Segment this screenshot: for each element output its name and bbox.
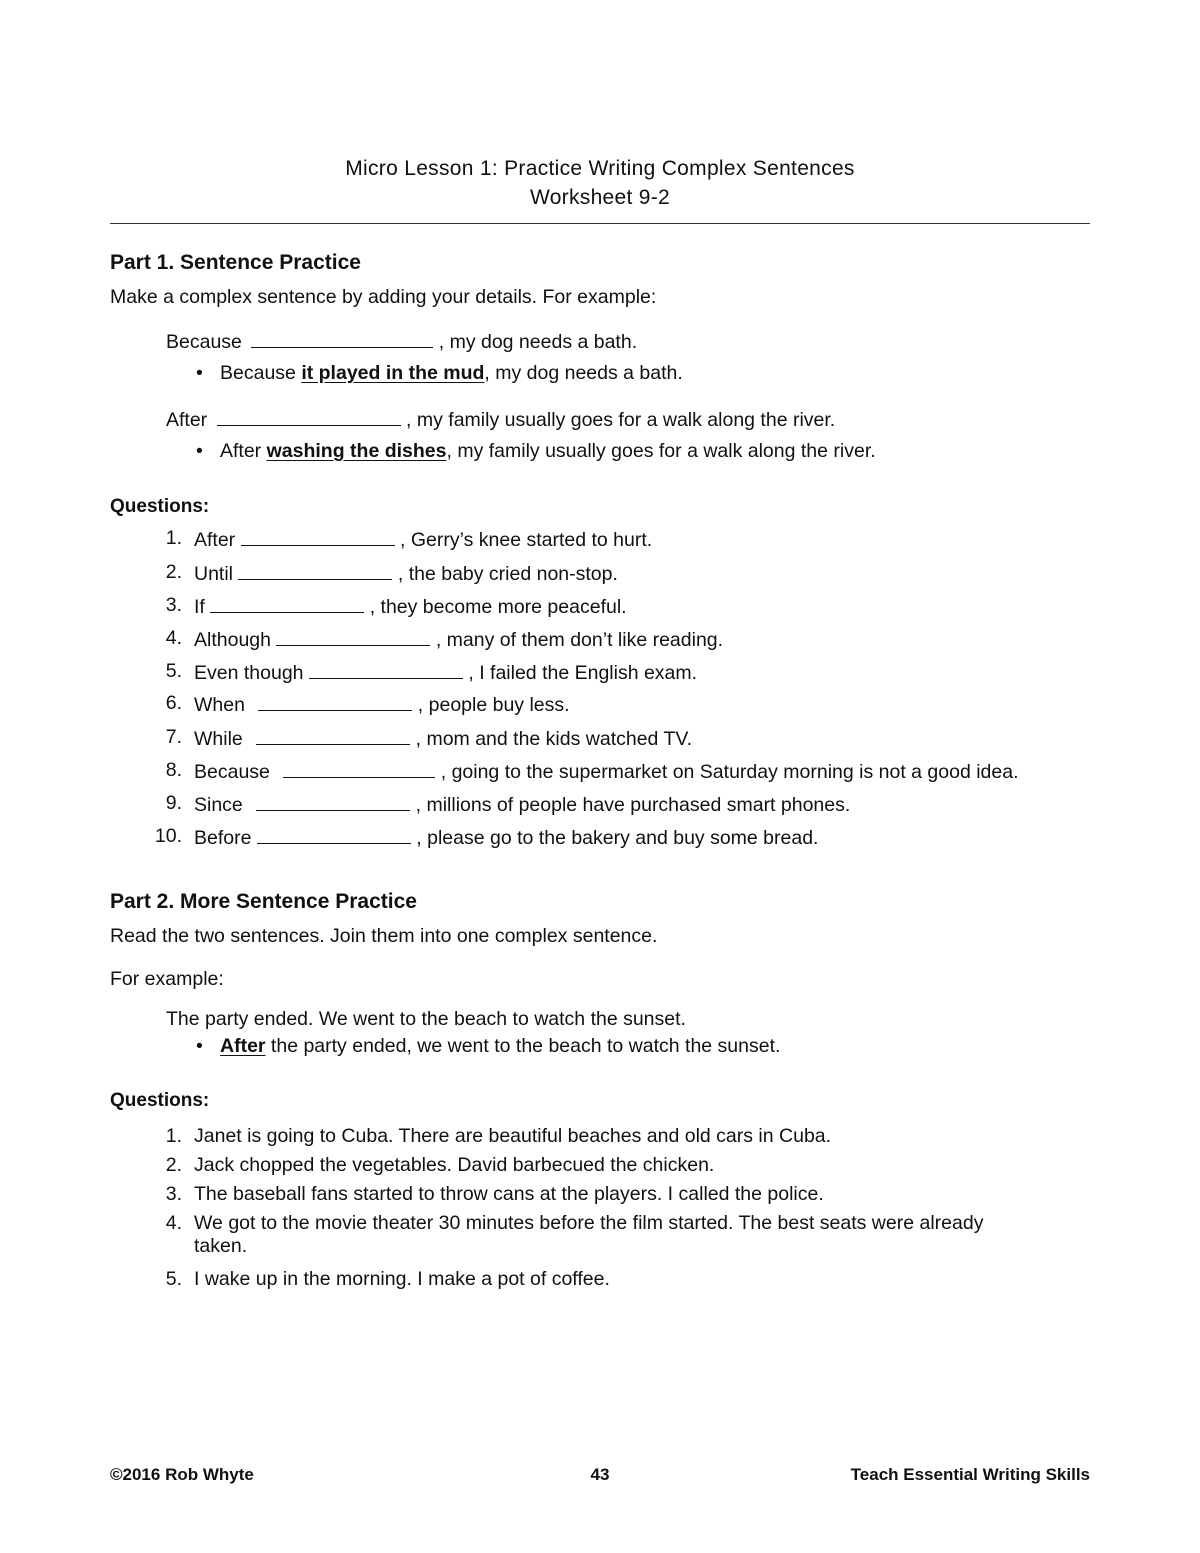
- example2-answer-lead: After: [220, 440, 262, 462]
- example2-blank: [217, 407, 401, 426]
- answer-blank[interactable]: [238, 561, 392, 580]
- part2-example-sentence: The party ended. We went to the beach to watch the sunset.: [166, 1008, 686, 1030]
- example2-lead: After: [166, 409, 208, 431]
- answer-blank[interactable]: [256, 726, 410, 745]
- header-divider: [110, 223, 1090, 224]
- example1-answer-rest: , my dog needs a bath.: [484, 362, 683, 384]
- part2-example-answer-rest: the party ended, we went to the beach to watch the sunset.: [265, 1035, 781, 1057]
- part2-example-answer-fill: After: [220, 1035, 266, 1057]
- example1-lead: Because: [166, 331, 242, 353]
- example2-answer: [196, 440, 876, 463]
- answer-blank[interactable]: [309, 660, 463, 679]
- footer-page-number: 43: [590, 1465, 610, 1484]
- bullet-icon: •: [196, 362, 203, 384]
- page-title: Micro Lesson 1: Practice Writing Complex Sentences: [345, 157, 855, 180]
- example1-answer-lead: Because: [220, 362, 296, 384]
- worksheet-page: Micro Lesson 1: Practice Writing Complex Sentences Worksheet 9-2 Part 1. Sentence Practice Make a complex sentence by adding your details. For example: Because , my dog needs a bath. • Because it played in the mud, my dog needs a bath. After , my family usually goes for a walk along the river. • After washing the dishes, my family usually goes for a walk along the river. Questions: 1. After , Gerry’s knee started to hurt. 2. Until , the baby cried non-stop. 3. If , they become more peaceful. 4. Although , many of them don’t like reading. 5. Even though , I failed the English exam. 6. When , people buy less. 7. While , mom and the kids watched TV. 8. Because , going to the supermarket on Saturday morning is not a good idea. 9. Since , millions of people have purchased smart phones. 10. Before , please go to the bakery and buy some bread. Part 2. More Sentence Practice Read the two sentences. Join them into one complex sentence. For example: The party ended. We went to the beach to watch the sunset. • After the party ended, we went to the beach to watch the sunset. Questions: 1. Janet is going to Cuba. There are beautiful beaches and old cars in Cuba. 2. Jack chopped the vegetables. David barbecued the chicken. 3. The baseball fans started to throw cans at the players. I called the police. 4. We got to the movie theater 30 minutes before the film started. The best seats were already taken. 5. I wake up in the morning. I make a pot of coffee. ©2016 Rob Whyte 43 Teach Essential Writing Skills: [0, 0, 1200, 1553]
- example2-answer-fill: washing the dishes: [266, 440, 447, 462]
- footer-book-title: Teach Essential Writing Skills: [850, 1465, 1090, 1484]
- example2-answer-rest: , my family usually goes for a walk along the river.: [446, 440, 876, 462]
- part2-example-answer: [196, 1035, 780, 1058]
- list-item-continuation: taken.: [194, 1235, 248, 1257]
- example1-rest: , my dog needs a bath.: [438, 331, 638, 353]
- answer-blank[interactable]: [258, 692, 412, 711]
- answer-blank[interactable]: [256, 792, 410, 811]
- part2-instruction: Read the two sentences. Join them into one complex sentence.: [110, 925, 658, 947]
- answer-blank[interactable]: [257, 825, 411, 844]
- part2-heading: Part 2. More Sentence Practice: [110, 890, 417, 913]
- bullet-icon: •: [196, 440, 203, 462]
- part2-questions-label: Questions:: [110, 1090, 210, 1111]
- bullet-icon: •: [196, 1035, 203, 1057]
- answer-blank[interactable]: [276, 627, 430, 646]
- example2-rest: , my family usually goes for a walk along the river.: [406, 409, 836, 431]
- example1-answer-fill: it played in the mud: [301, 362, 485, 384]
- answer-blank[interactable]: [283, 759, 435, 778]
- footer-copyright: ©2016 Rob Whyte: [110, 1465, 254, 1484]
- part1-heading: Part 1. Sentence Practice: [110, 251, 361, 274]
- part2-for-example: For example:: [110, 968, 224, 990]
- example2-prompt: [166, 407, 835, 432]
- part1-instruction: Make a complex sentence by adding your details. For example:: [110, 286, 657, 308]
- answer-blank[interactable]: [210, 594, 364, 613]
- example1-answer: [196, 362, 683, 385]
- part1-questions-label: Questions:: [110, 496, 210, 517]
- example1-blank: [251, 329, 433, 348]
- answer-blank[interactable]: [241, 527, 395, 546]
- page-subtitle: Worksheet 9-2: [529, 186, 671, 209]
- example1-prompt: [166, 329, 637, 354]
